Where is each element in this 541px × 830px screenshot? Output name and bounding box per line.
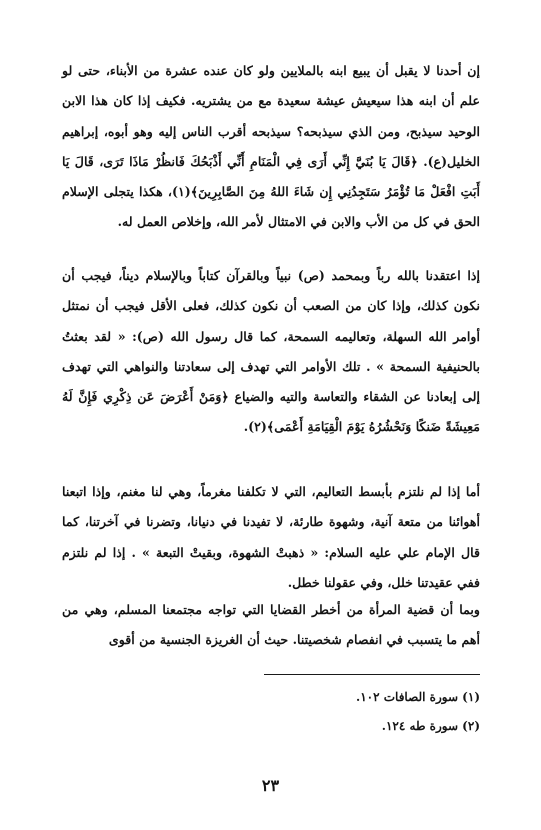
footnotes	[62, 683, 480, 741]
footnote-1: (١) سورة الصافات ١٠٢.	[356, 690, 480, 704]
body-paragraph-2: إذا اعتقدنا بالله رباً وبمحمد (ص) نبياً وبالقرآن كتاباً وبالإسلام ديناً، فيجب أن نكون كذلك، وإذا كان من الصعب أن نكون كذلك، فعلى الأقل فيجب أن نمتثل أوامر الله السهلة، وتعاليمه السمحة، كما قال رسول الله (ص): « لقد بعثتُ بالحنيفية السمحة » . تلك الأوامر التي تهدف إلى سعادتنا والنواهي التي تهدف إلى إبعادنا عن الشقاء والتعاسة والتيه والضياع ﴿وَمَنْ أَعْرَضَ عَن ذِكْرِي فَإِنَّ لَهُ مَعِيشَةً ضَنكًا وَنَحْشُرُهُ يَوْمَ الْقِيَامَةِ أَعْمَى﴾(٢).	[62, 268, 480, 435]
footnote-2: (٢) سورة طه ١٢٤.	[381, 719, 480, 733]
body-paragraph-4: وبما أن قضية المرأة من أخطر القضايا التي تواجه مجتمعنا المسلم، وهي من أهم ما يتسبب في انفصام شخصيتنا. حيث أن الغريزة الجنسية من أقوى	[62, 602, 480, 648]
page-number: ٢٣	[261, 776, 280, 795]
body-paragraph-3: أما إذا لم نلتزم بأبسط التعاليم، التي لا تكلفنا مغرماً، وهي لنا مغنم، وإذا اتبعنا أهوائنا من متعة آنية، وشهوة طارئة، لا تفيدنا في دنيانا، وتضرنا في آخرتنا، كما قال الإمام علي عليه السلام: « ذهبتْ الشهوة، وبقيتْ التبعة » . إذا لم نلتزم ففي عقيدتنا خلل، وفي عقولنا خطل.	[62, 484, 480, 590]
body-paragraph-1: إن أحدنا لا يقبل أن يبيع ابنه بالملايين ولو كان عنده عشرة من الأبناء، حتى لو علم أن ابنه هذا سيعيش عيشة سعيدة مع من يشتريه. فكيف إذا كان هذا الابن الوحيد سيذبح، ومن الذي سيذبحه؟ سيذبحه أقرب الناس إليه وهو أبوه، إبراهيم الخليل(ع). ﴿قَالَ يَا بُنَيَّ إِنِّي أَرَى فِي الْمَنَامِ أَنِّي أَذْبَحُكَ فَانظُرْ مَاذَا تَرَى، قَالَ يَا أَبَتِ افْعَلْ مَا تُؤْمَرُ سَتَجِدُنِي إِن شَاءَ اللهُ مِنَ الصَّابِرِينَ﴾(١)، هكذا يتجلى الإسلام الحق في كل من الأب والابن في الامتثال لأمر الله، وإخلاص العمل له.	[62, 63, 480, 230]
footnote-divider	[264, 674, 480, 675]
